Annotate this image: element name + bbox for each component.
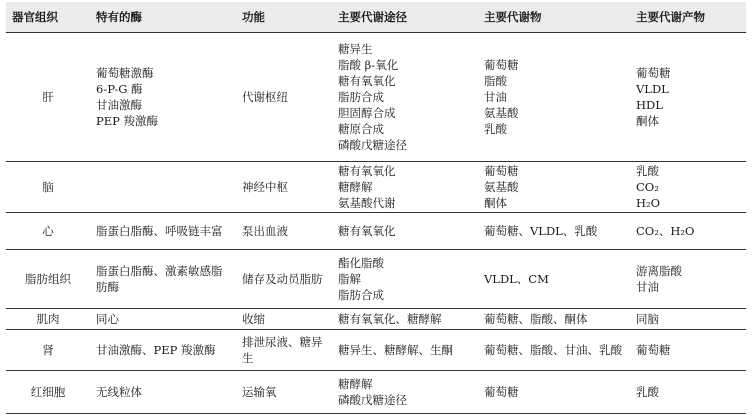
pathways-cell: 糖有氧氧化 — [332, 213, 478, 250]
enzymes-cell: 无线粒体 — [90, 371, 236, 414]
product-item: H₂O — [636, 196, 661, 210]
organ-cell: 脂肪组织 — [6, 250, 90, 309]
enzymes-cell: 同心 — [90, 309, 236, 330]
metabolites-cell — [478, 162, 630, 213]
pathway-item: 糖有氧氧化 — [338, 164, 396, 178]
metabolite-item: 脂酸 — [484, 74, 507, 88]
header-pathways: 主要代谢途径 — [332, 2, 478, 33]
product-item: 葡萄糖 — [636, 66, 671, 80]
products-cell — [630, 250, 746, 309]
function-cell: 储存及动员脂肪 — [236, 250, 332, 309]
metabolites-cell: 葡萄糖 — [478, 371, 630, 414]
table-row — [6, 330, 746, 371]
header-row — [6, 2, 746, 33]
metabolites-cell — [478, 33, 630, 162]
metabolite-item: 甘油 — [484, 90, 507, 104]
table-row — [6, 162, 746, 213]
pathways-cell — [332, 33, 478, 162]
metabolism-table — [6, 2, 746, 414]
pathways-cell: 糖异生、糖酵解、生酮 — [332, 330, 478, 371]
products-cell — [630, 33, 746, 162]
table-row — [6, 213, 746, 250]
organ-cell: 肝 — [6, 33, 90, 162]
product-item: 游离脂酸 — [636, 264, 682, 278]
organ-cell: 脑 — [6, 162, 90, 213]
products-cell — [630, 162, 746, 213]
product-item: 甘油 — [636, 280, 659, 294]
product-item: CO₂ — [636, 180, 659, 194]
metabolite-item: 氨基酸 — [484, 106, 519, 120]
products-cell: 乳酸 — [630, 371, 746, 414]
pathway-item: 糖异生 — [338, 42, 373, 56]
product-item: 酮体 — [636, 114, 659, 128]
enzymes-cell — [90, 33, 236, 162]
pathway-item: 糖酵解 — [338, 377, 373, 391]
function-cell: 收缩 — [236, 309, 332, 330]
product-item: HDL — [636, 98, 663, 112]
pathways-cell: 糖有氧氧化、糖酵解 — [332, 309, 478, 330]
pathway-item: 糖原合成 — [338, 122, 384, 136]
enzymes-cell: 甘油激酶、PEP 羧激酶 — [90, 330, 236, 371]
organ-cell: 肌肉 — [6, 309, 90, 330]
organ-cell: 红细胞 — [6, 371, 90, 414]
enzyme-item: 6-P-G 酶 — [96, 82, 143, 96]
pathways-cell — [332, 371, 478, 414]
function-cell: 泵出血液 — [236, 213, 332, 250]
pathway-item: 脂肪合成 — [338, 288, 384, 302]
metabolites-cell: 葡萄糖、脂酸、甘油、乳酸 — [478, 330, 630, 371]
pathways-cell — [332, 162, 478, 213]
products-cell: 同脑 — [630, 309, 746, 330]
organ-cell: 肾 — [6, 330, 90, 371]
function-cell: 代谢枢纽 — [236, 33, 332, 162]
enzyme-item: 甘油激酶 — [96, 98, 142, 112]
metabolite-item: 乳酸 — [484, 122, 507, 136]
metabolites-cell: 葡萄糖、脂酸、酮体 — [478, 309, 630, 330]
pathway-item: 磷酸戊糖途径 — [338, 393, 407, 407]
table-row — [6, 250, 746, 309]
pathway-item: 糖酵解 — [338, 180, 373, 194]
products-cell: 葡萄糖 — [630, 330, 746, 371]
enzyme-item: 葡萄糖激酶 — [96, 66, 154, 80]
function-cell: 神经中枢 — [236, 162, 332, 213]
header-metabolites: 主要代谢物 — [478, 2, 630, 33]
metabolite-item: 酮体 — [484, 196, 507, 210]
metabolite-item: 葡萄糖 — [484, 58, 519, 72]
metabolite-item: 葡萄糖 — [484, 164, 519, 178]
pathway-item: 胆固醇合成 — [338, 106, 396, 120]
metabolites-cell: 葡萄糖、VLDL、乳酸 — [478, 213, 630, 250]
metabolites-cell: VLDL、CM — [478, 250, 630, 309]
table-row — [6, 33, 746, 162]
table-row — [6, 371, 746, 414]
enzymes-cell: 脂蛋白脂酶、呼吸链丰富 — [90, 213, 236, 250]
product-item: 乳酸 — [636, 164, 659, 178]
products-cell: CO₂、H₂O — [630, 213, 746, 250]
pathway-item: 脂酸 β-氧化 — [338, 58, 399, 72]
function-cell: 运输氧 — [236, 371, 332, 414]
pathway-item: 氨基酸代谢 — [338, 196, 396, 210]
organ-cell: 心 — [6, 213, 90, 250]
pathway-item: 磷酸戊糖途径 — [338, 138, 407, 152]
pathway-item: 酯化脂酸 — [338, 256, 384, 270]
header-enzymes: 特有的酶 — [90, 2, 236, 33]
header-function: 功能 — [236, 2, 332, 33]
pathways-cell — [332, 250, 478, 309]
pathway-item: 脂解 — [338, 272, 361, 286]
header-organ: 器官组织 — [6, 2, 90, 33]
product-item: VLDL — [636, 82, 669, 96]
pathway-item: 糖有氧氧化 — [338, 74, 396, 88]
function-cell: 排泄尿液、糖异生 — [236, 330, 332, 371]
enzymes-cell: 脂蛋白脂酶、激素敏感脂肪酶 — [90, 250, 236, 309]
metabolite-item: 氨基酸 — [484, 180, 519, 194]
pathway-item: 脂肪合成 — [338, 90, 384, 104]
header-products: 主要代谢产物 — [630, 2, 746, 33]
table-row — [6, 309, 746, 330]
enzyme-item: PEP 羧激酶 — [96, 114, 159, 128]
enzymes-cell — [90, 162, 236, 213]
